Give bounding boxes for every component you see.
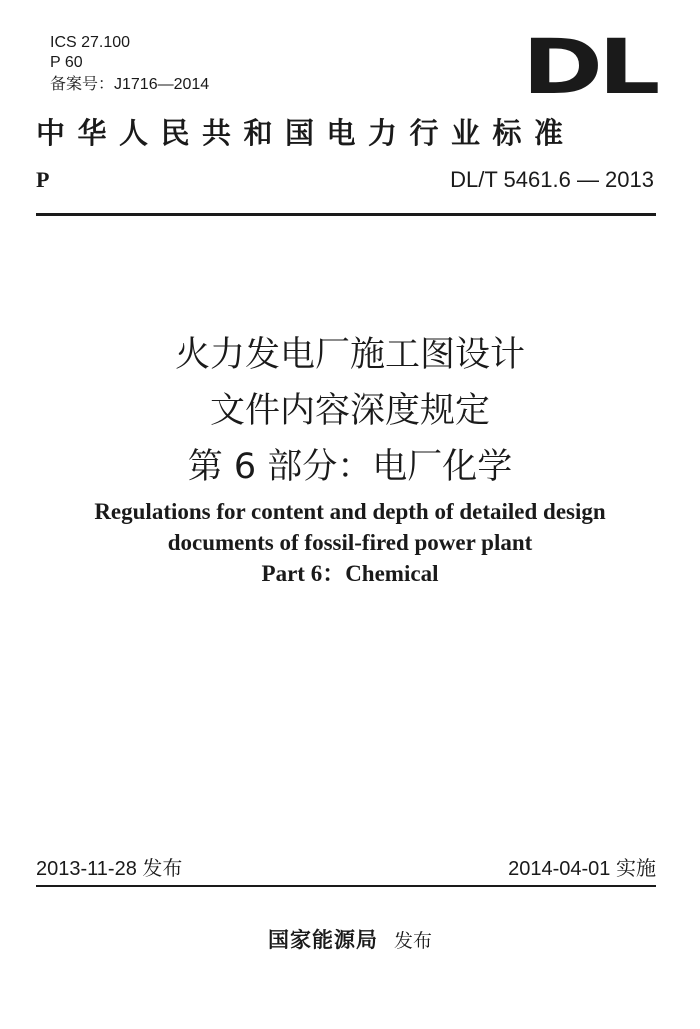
title-cn-line-3: 第 6 部分：电厂化学 bbox=[187, 447, 513, 487]
classification-code: P 60 bbox=[50, 54, 83, 71]
header-divider bbox=[36, 213, 656, 216]
title-cn-line-2: 文件内容深度规定 bbox=[209, 391, 490, 431]
effective-date: 2014-04-01 实施 bbox=[508, 858, 656, 880]
publisher-org: 国家能源局 bbox=[267, 927, 378, 952]
record-number: 备案号：J1716—2014 bbox=[50, 76, 210, 93]
dl-logo: DL bbox=[522, 22, 656, 112]
title-en-line-3: Part 6：Chemical bbox=[261, 561, 439, 586]
standard-name: 中华人民共和国电力行业标准 bbox=[36, 116, 576, 150]
ics-code: ICS 27.100 bbox=[50, 34, 131, 51]
standard-class: P bbox=[36, 167, 50, 192]
publisher-action: 发布 bbox=[393, 930, 432, 952]
footer-divider bbox=[36, 885, 656, 887]
issue-date: 2013-11-28 发布 bbox=[36, 858, 183, 880]
title-cn-line-1: 火力发电厂施工图设计 bbox=[174, 335, 525, 375]
standard-number: DL/T 5461.6 — 2013 bbox=[450, 167, 654, 192]
title-en-line-2: documents of fossil-fired power plant bbox=[167, 530, 533, 555]
title-en-line-1: Regulations for content and depth of detailed design bbox=[94, 499, 606, 524]
publisher bbox=[0, 924, 700, 954]
